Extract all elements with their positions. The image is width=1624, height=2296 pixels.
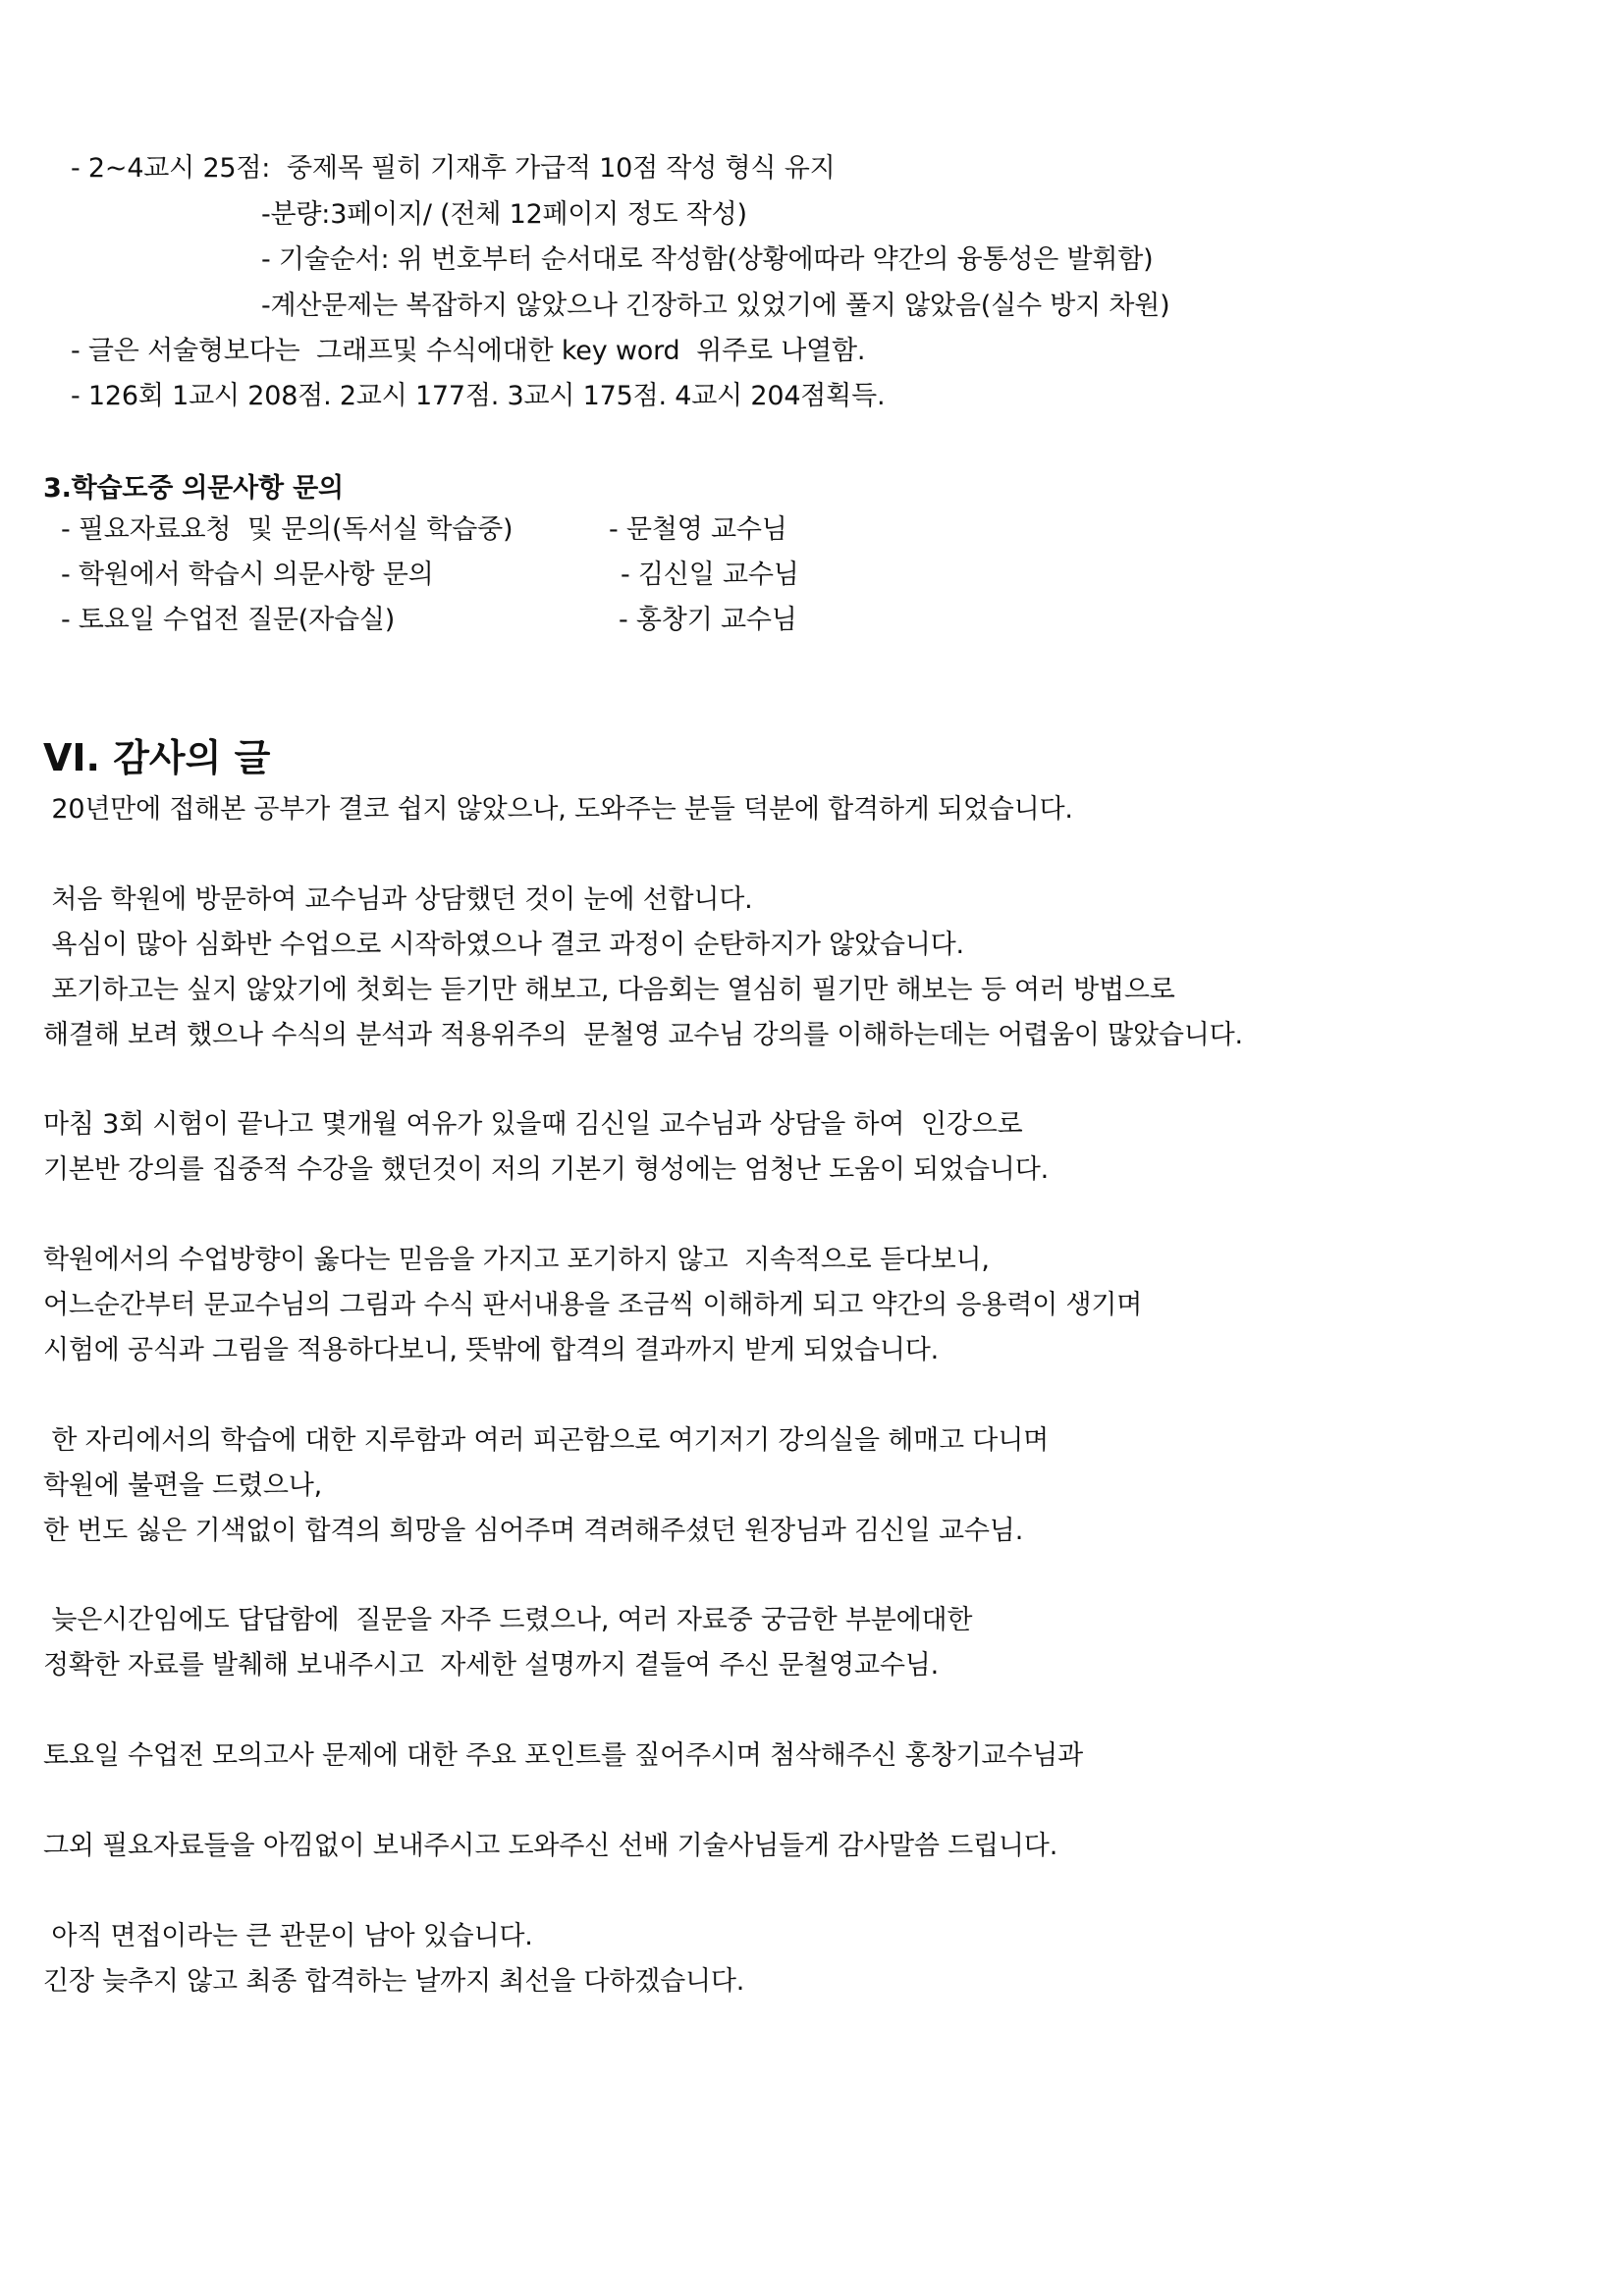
thanks-line: 긴장 늦추지 않고 최종 합격하는 날까지 최선을 다하겠습니다. bbox=[43, 1966, 745, 1997]
questions-heading: 3.학습도중 의문사항 문의 bbox=[43, 473, 344, 504]
thanks-line: 학원에서의 수업방향이 옳다는 믿음을 가지고 포기하지 않고 지속적으로 듣다보니, bbox=[43, 1245, 990, 1275]
thanks-heading: VI. 감사의 글 bbox=[43, 736, 271, 779]
thanks-line: 정확한 자료를 발췌해 보내주시고 자세한 설명까지 곁들여 주신 문철영교수님. bbox=[43, 1650, 940, 1681]
question-topic: - 필요자료요청 및 문의(독서실 학습중) bbox=[61, 514, 514, 545]
thanks-line: 늦은시간임에도 답답함에 질문을 자주 드렸으나, 여러 자료중 궁금한 부분에대한 bbox=[43, 1605, 973, 1635]
thanks-line: 아직 면접이라는 큰 관문이 남아 있습니다. bbox=[43, 1921, 533, 1951]
exam-note-line: -분량:3페이지/ (전체 12페이지 정도 작성) bbox=[261, 199, 747, 230]
question-contact: - 문철영 교수님 bbox=[609, 514, 787, 545]
thanks-line: 처음 학원에 방문하여 교수님과 상담했던 것이 눈에 선합니다. bbox=[43, 884, 753, 915]
question-topic: - 학원에서 학습시 의문사항 문의 bbox=[61, 560, 434, 590]
exam-note-line: - 126회 1교시 208점. 2교시 177점. 3교시 175점. 4교시 204점획득. bbox=[71, 381, 886, 411]
thanks-line: 시험에 공식과 그림을 적용하다보니, 뜻밖에 합격의 결과까지 받게 되었습니다. bbox=[43, 1335, 940, 1365]
question-contact: - 김신일 교수님 bbox=[621, 560, 799, 590]
thanks-line: 해결해 보려 했으나 수식의 분석과 적용위주의 문철영 교수님 강의를 이해하는데는 어렵움이 많았습니다. bbox=[43, 1020, 1243, 1050]
exam-note-line: - 기술순서: 위 번호부터 순서대로 작성함(상황에따라 약간의 융통성은 발휘함) bbox=[261, 244, 1154, 275]
thanks-line: 한 번도 싫은 기색없이 합격의 희망을 심어주며 격려해주셨던 원장님과 김신일 교수님. bbox=[43, 1516, 1024, 1546]
thanks-line: 학원에 불편을 드렸으나, bbox=[43, 1470, 322, 1501]
thanks-line: 욕심이 많아 심화반 수업으로 시작하였으나 결코 과정이 순탄하지가 않았습니다. bbox=[43, 930, 964, 960]
thanks-line: 20년만에 접해본 공부가 결코 쉽지 않았으나, 도와주는 분들 덕분에 합격하게 되었습니다. bbox=[43, 794, 1073, 825]
thanks-line: 어느순간부터 문교수님의 그림과 수식 판서내용을 조금씩 이해하게 되고 약간의 응용력이 생기며 bbox=[43, 1290, 1143, 1320]
thanks-line: 포기하고는 싶지 않았기에 첫회는 듣기만 해보고, 다음회는 열심히 필기만 해보는 등 여러 방법으로 bbox=[43, 975, 1175, 1005]
exam-note-line: -계산문제는 복잡하지 않았으나 긴장하고 있었기에 풀지 않았음(실수 방지 차원) bbox=[261, 291, 1170, 321]
thanks-line: 그외 필요자료들을 아낌없이 보내주시고 도와주신 선배 기술사님들게 감사말씀 드립니다. bbox=[43, 1831, 1058, 1861]
thanks-line: 마침 3회 시험이 끝나고 몇개월 여유가 있을때 김신일 교수님과 상담을 하여 인강으로 bbox=[43, 1109, 1023, 1140]
question-topic: - 토요일 수업전 질문(자습실) bbox=[61, 605, 396, 635]
thanks-line: 기본반 강의를 집중적 수강을 했던것이 저의 기본기 형성에는 엄청난 도움이 되었습니다. bbox=[43, 1154, 1049, 1185]
question-contact: - 홍창기 교수님 bbox=[619, 605, 797, 635]
exam-note-line: - 2~4교시 25점: 중제목 필히 기재후 가급적 10점 작성 형식 유지 bbox=[71, 153, 836, 184]
exam-note-line: - 글은 서술형보다는 그래프및 수식에대한 key word 위주로 나열함. bbox=[71, 336, 866, 366]
thanks-line: 토요일 수업전 모의고사 문제에 대한 주요 포인트를 짚어주시며 첨삭해주신 홍창기교수님과 bbox=[43, 1740, 1083, 1771]
thanks-line: 한 자리에서의 학습에 대한 지루함과 여러 피곤함으로 여기저기 강의실을 헤매고 다니며 bbox=[43, 1425, 1049, 1456]
